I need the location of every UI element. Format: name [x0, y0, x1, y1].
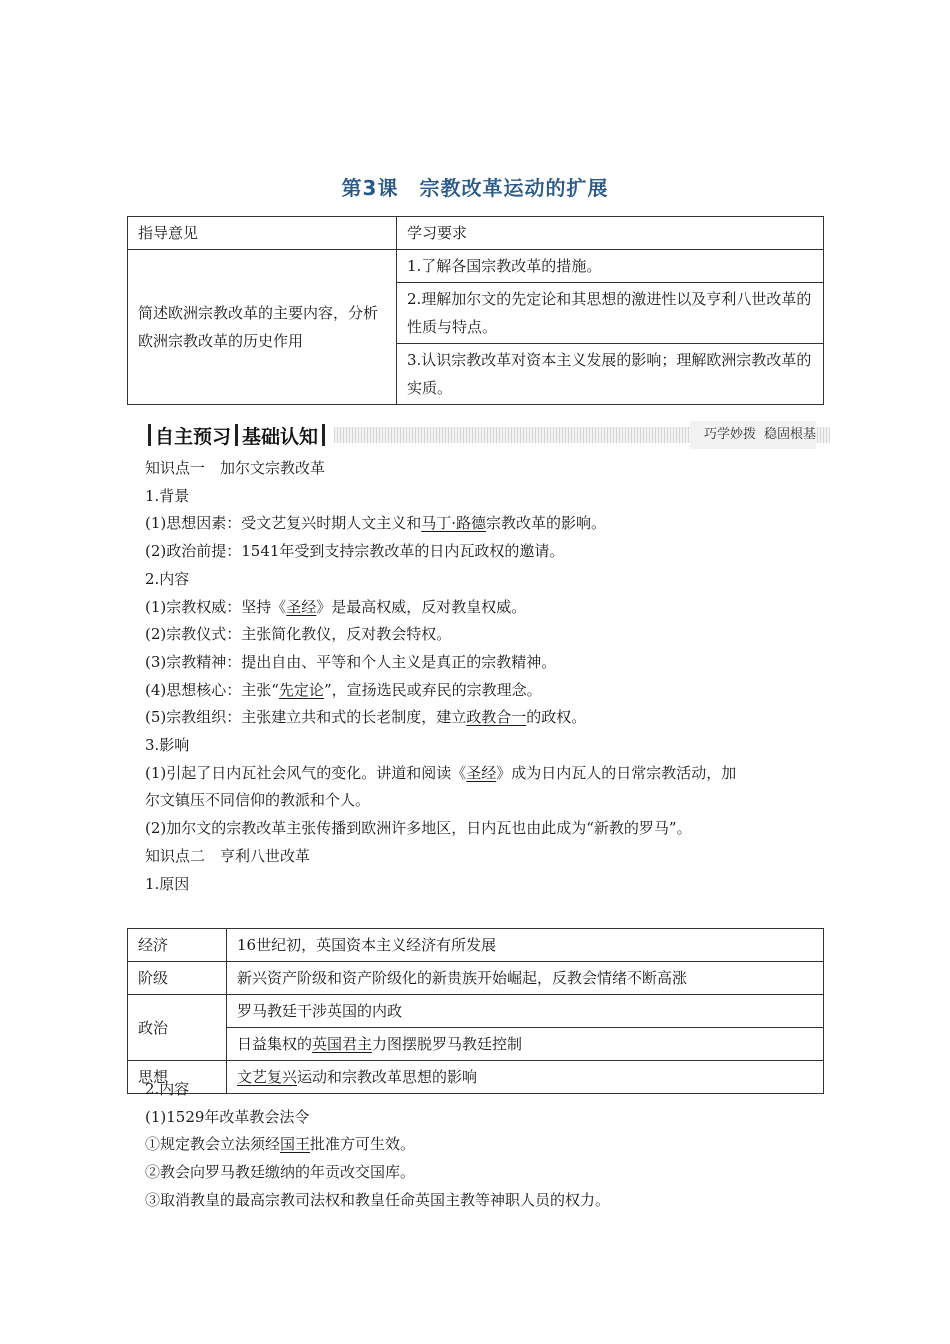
- section-calvin: [145, 455, 825, 898]
- row-value: 16世纪初，英国资本主义经济有所发展: [227, 929, 824, 962]
- banner-title: [144, 421, 329, 449]
- banner-slogan-1: 巧学妙拨: [703, 427, 756, 442]
- paragraph: (3)宗教精神：提出自由、平等和个人主义是真正的宗教精神。: [145, 652, 557, 671]
- banner-part1: 自主预习: [155, 425, 232, 448]
- row-value: 新兴资产阶级和资产阶级化的新贵族开始崛起，反教会情绪不断高涨: [227, 962, 824, 995]
- paragraph: 尔文镇压不同信仰的教派和个人。: [145, 791, 371, 810]
- row-label: 经济: [128, 929, 227, 962]
- paragraph: (2)宗教仪式：主张简化教仪，反对教会特权。: [145, 625, 452, 644]
- subheading: 2.内容: [145, 569, 190, 588]
- paragraph: ①规定教会立法须经国王批准方可生效。: [145, 1135, 416, 1154]
- section-heading: 知识点一 加尔文宗教改革: [145, 459, 326, 477]
- row-label: 政治: [128, 995, 227, 1061]
- guide-table: [127, 216, 824, 405]
- subheading: 2.内容: [145, 1080, 190, 1098]
- row-label: 思想: [128, 1061, 227, 1094]
- paragraph: (1)宗教权威：坚持《圣经》是最高权威，反对教皇权威。: [145, 597, 527, 616]
- paragraph: (2)政治前提：1541年受到支持宗教改革的日内瓦政权的邀请。: [145, 542, 565, 561]
- banner-slogan-2: 稳固根基: [763, 427, 816, 442]
- paragraph: (1)1529年改革教会法令: [145, 1107, 310, 1126]
- section-banner: [144, 421, 830, 449]
- requirement-item: 2.理解加尔文的先定论和其思想的激进性以及亨利八世改革的性质与特点。: [397, 283, 824, 344]
- paragraph: ②教会向罗马教廷缴纳的年贡改交国库。: [145, 1163, 416, 1182]
- paragraph: (1)思想因素：受文艺复兴时期人文主义和马丁·路德宗教改革的影响。: [145, 514, 607, 533]
- paragraph: ③取消教皇的最高宗教司法权和教皇任命英国主教等神职人员的权力。: [145, 1190, 611, 1209]
- page-title: 第3课 宗教改革运动的扩展: [341, 176, 609, 200]
- cause-table: [127, 928, 824, 1094]
- header-requirements: 学习要求: [397, 217, 824, 250]
- paragraph: (5)宗教组织：主张建立共和式的长老制度，建立政教合一的政权。: [145, 708, 587, 727]
- requirement-item: 1.了解各国宗教改革的措施。: [397, 250, 824, 283]
- guidance-cell: 简述欧洲宗教改革的主要内容，分析欧洲宗教改革的历史作用: [128, 250, 397, 405]
- paragraph: (1)引起了日内瓦社会风气的变化。讲道和阅读《圣经》成为日内瓦人的日常宗教活动，加: [145, 763, 737, 782]
- row-value: 文艺复兴运动和宗教改革思想的影响: [227, 1061, 824, 1094]
- header-guidance: 指导意见: [128, 217, 397, 250]
- requirement-item: 3.认识宗教改革对资本主义发展的影响；理解欧洲宗教改革的实质。: [397, 344, 824, 405]
- row-value: 罗马教廷干涉英国的内政: [227, 995, 824, 1028]
- row-label: 阶级: [128, 962, 227, 995]
- subheading: 1.原因: [145, 874, 190, 893]
- banner-part2: 基础认知: [242, 425, 319, 448]
- row-value: 日益集权的英国君主力图摆脱罗马教廷控制: [227, 1028, 824, 1061]
- subheading: 1.背景: [145, 486, 190, 505]
- paragraph: (2)加尔文的宗教改革主张传播到欧洲许多地区，日内瓦也由此成为“新教的罗马”。: [145, 819, 692, 838]
- section-henry-content: [145, 1076, 825, 1215]
- banner-slogan: [690, 421, 816, 449]
- subheading: 3.影响: [145, 736, 190, 755]
- paragraph: (4)思想核心：主张“先定论”，宣扬选民或弃民的宗教理念。: [145, 680, 542, 699]
- section-heading: 知识点二 亨利八世改革: [145, 846, 311, 865]
